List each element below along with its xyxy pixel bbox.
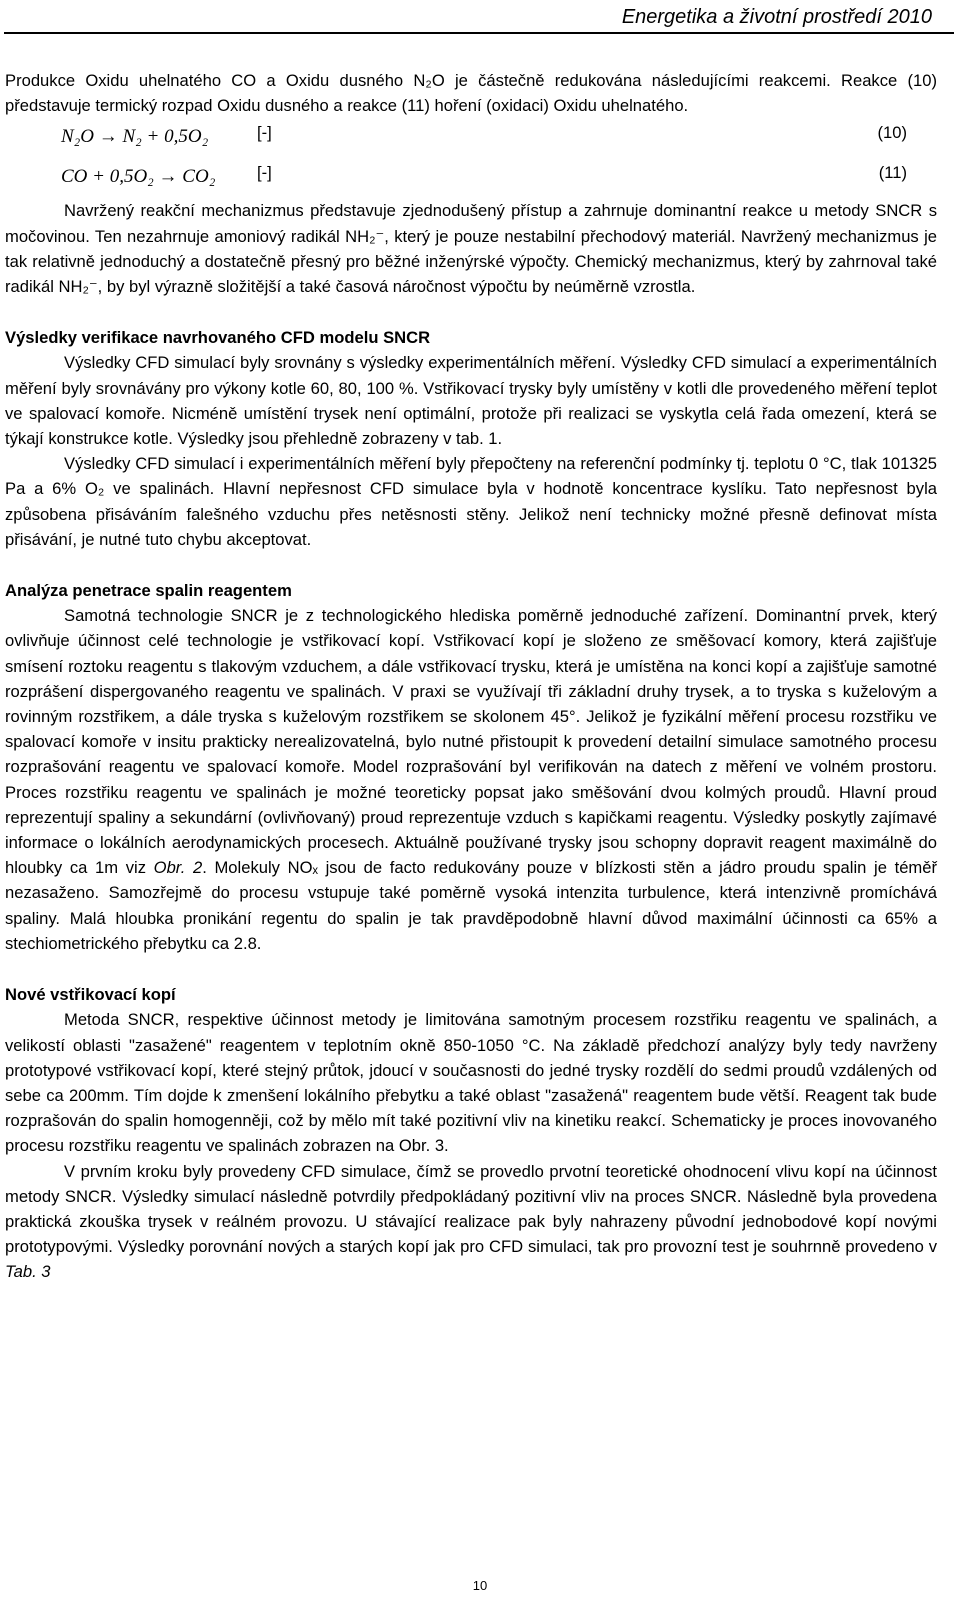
verification-paragraph-2: Výsledky CFD simulací i experimentálních měření byly přepočteny na referenční podmínky tj. teplotu 0 °C, tlak 101325 Pa a 6% O₂ ve spalinách. Hlavní nepřesnost CFD simulace byla v hodnotě koncentrace kyslíku. Tato nepřesnost byla způsobena přisáváním falešného vzduchu přes netěsnosti stěny. Jelikož není technicky možné přesně definovat místa přisávání, je nutné tuto chybu akceptovat. <box>5 454 937 549</box>
equation-11-number: (11) <box>878 163 907 183</box>
section-title-verification: Výsledky verifikace navrhovaného CFD modelu SNCR <box>5 328 431 348</box>
section-title-new-lances: Nové vstřikovací kopí <box>5 985 176 1005</box>
figure-reference: Obr. 2 <box>153 858 203 878</box>
equation-10 <box>5 118 937 158</box>
table-reference: Tab. 3 <box>5 1262 51 1282</box>
equation-10-formula: N₂O → N₂ + 0,5O₂ <box>61 126 209 148</box>
equation-11 <box>5 158 937 198</box>
mechanism-paragraph: Navržený reakční mechanizmus představuje zjednodušený přístup a zahrnuje dominantní reakce u metody SNCR s močovinou. Ten nezahrnuje amoniový radikál NH₂⁻, který je pouze nestabilní přechodový materiál. Navržený mechanizmus je tak relativně jednoduchý a dostatečně přesný pro běžné inženýrské výpočty. Chemický mechanizmus, který by zahrnoval také radikál NH₂⁻, by byl výrazně složitější a také časová náročnost výpočtu by neúměrně vzrostla. <box>5 201 937 297</box>
page-body <box>5 68 937 1285</box>
intro-paragraph: Produkce Oxidu uhelnatého CO a Oxidu dusného N₂O je částečně redukována následujícími reakcemi. Reakce (10) představuje termický rozpad Oxidu dusného a reakce (11) hoření (oxidaci) Oxidu uhelnatého. <box>5 71 937 116</box>
new-lances-paragraph-1: Metoda SNCR, respektive účinnost metody je limitována samotným procesem rozstřiku reagentu ve spalinách, a velikostí oblasti "zasažené" reagentem v teplotním okně 850-1050 °C. Na základě předchozí analýzy byly tedy navrženy prototypové vstřikovací kopí, které stejný průtok, jdoucí v současnosti do jedné trysky rozdělí do sedmi proudů vzdálených od sebe ca 200mm. Tím dojde k zmenšení lokálního přebytku a také oblast "zasažená" reagentem bude větší. Reagent tak bude rozprašován do spalin homogenněji, což by mělo mít také pozitivní vliv na kinetiku reakcí. Schematicky je proces inovovaného procesu rozstřiku reagentu ve spalinách zobrazen na Obr. 3. <box>5 1010 937 1156</box>
new-lances-paragraph-2: V prvním kroku byly provedeny CFD simulace, čímž se provedlo prvotní teoretické ohodnocení vlivu kopí na účinnost metody SNCR. Výsledky simulací následně potvrdily předpokládaný pozitivní vliv na proces SNCR. Následně byla provedena praktická zkouška trysek v reálném provozu. U stávající realizace pak byly nahrazeny původní jednobodové kopí novými prototypovými. Výsledky porovnání nových a starých kopí jak pro CFD simulaci, tak pro provozní test je souhrnně provedeno v Tab. 3 <box>5 1161 937 1282</box>
equation-10-unit: [-] <box>257 123 272 143</box>
equation-11-formula: CO + 0,5O₂ → CO₂ <box>61 166 216 188</box>
page-number: 10 <box>472 1578 488 1593</box>
section-title-penetration: Analýza penetrace spalin reagentem <box>5 581 292 601</box>
penetration-paragraph: Samotná technologie SNCR je z technologického hlediska poměrně jednoduché zařízení. Dominantní prvek, který ovlivňuje účinnost celé technologie je vstřikovací kopí. Vstřikovací kopí je složeno ze směšovací komory, která zajišťuje smísení roztoku reagentu s tlakovým vzduchem, a dále vstřikovací trysku, která je umístěna na konci kopí a zajišťuje samotné rozprášení dispergovaného reagentu ve spalinách. V praxi se využívají tři základní druhy trysek, a to tryska s kuželovým a rovinným rozstřikem, a dále tryska s kuželovým rozstřikem se skolonem 45°. Jelikož je fyzikální měření procesu rozstřiku ve spalovací komoře v insitu prakticky nerealizovatelná, bylo nutné přistoupit k provedení detailní simulace samotného procesu rozprašování reagentu ve spalovací komoře. Model rozprašování byl verifikován na datech z měření ve volném prostoru. Proces rozstřiku reagentu ve spalinách je možné teoreticky popsat jako směšování dvou kolmých proudů. Hlavní proud reprezentují spaliny a sekundární (ovlivňovaný) proud reprezentuje vzduch s kapičkami reagentu. Výsledky poskytly zajímavé informace o lokálních aerodynamických procesech. Aktuálně používané trysky jsou schopny dopravit reagent maximálně do hloubky ca 1m viz Obr. 2. Molekuly NOₓ jsou de facto redukovány pouze v blízkosti stěn a jádro proudu spalin je téměř nezasaženo. Samozřejmě do procesu vstupuje také poměrně vysoká intenzita turbulence, která intenzivně promíchává spaliny. Malá hloubka pronikání regentu do spalin je tak pravděpodobně hlavní důvod maximální účinnosti ca 65% a stechiometrického přebytku ca 2.8. <box>5 606 937 953</box>
equation-11-unit: [-] <box>257 163 272 183</box>
equation-10-number: (10) <box>877 123 907 143</box>
header-rule <box>4 32 954 34</box>
verification-paragraph-1: Výsledky CFD simulací byly srovnány s výsledky experimentálních měření. Výsledky CFD simulací a experimentálních měření byly srovnávány pro výkony kotle 60, 80, 100 %. Vstřikovací trysky byly umístěny v kotli dle provedeného měření teplot ve spalovací komoře. Nicméně umístění trysek není optimální, protože při realizaci se vyskytla celá řada omezení, která se týkají konstrukce kotle. Výsledky jsou přehledně zobrazeny v tab. 1. <box>5 353 937 449</box>
running-header: Energetika a životní prostředí 2010 <box>621 6 932 28</box>
